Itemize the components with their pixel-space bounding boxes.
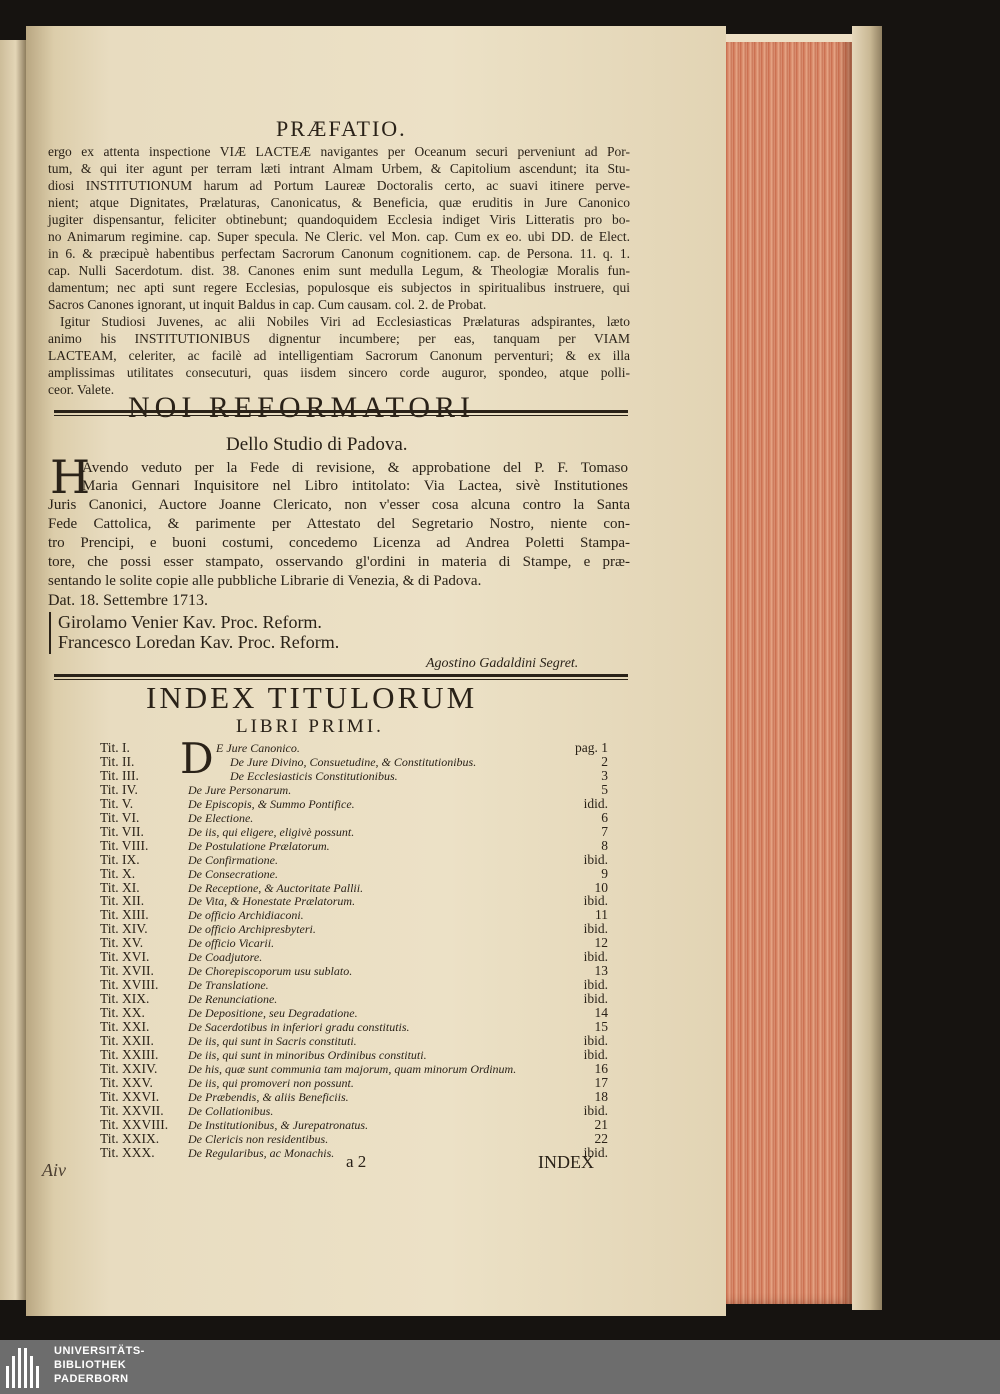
prefatio-line: damentum; nec apti sunt regere Ecclesias, populosque eis subjectos in spiritualibus instruere, qui (48, 280, 630, 295)
index-page-ref: 5 (601, 781, 608, 797)
index-page-ref: ibid. (583, 949, 608, 965)
index-page-ref: ibid. (583, 1102, 608, 1118)
prefatio-line: no Animarum regimine. cap. Super specula. Ne Cleric. vel Mon. cap. Cum ex eo. ubi DD. de Elect. (48, 229, 630, 244)
index-title-number: Tit. VIII. (100, 837, 149, 853)
prefatio-line: cap. Nulli Sacerdotum. dist. 38. Canones enim sunt medulla Legum, & Theologiæ Moralis fun- (48, 263, 630, 278)
index-title-number: Tit. XX. (100, 1005, 145, 1021)
index-title-number: Tit. VI. (100, 809, 140, 825)
index-title-number: Tit. XI. (100, 879, 140, 895)
prefatio-line: Sacros Canones ignorant, ut inquit Baldus in cap. Cum causam. col. 2. de Probat. (48, 297, 487, 312)
index-title-number: Tit. XVIII. (100, 977, 159, 993)
index-page-ref: 6 (601, 809, 608, 825)
index-page-ref: 10 (594, 879, 608, 895)
library-name-line: BIBLIOTHEK (54, 1359, 127, 1371)
index-title-name: De Confirmatione. (188, 852, 278, 867)
index-title-number: Tit. VII. (100, 823, 144, 839)
index-page-ref: ibid. (583, 893, 608, 909)
index-page-ref: 13 (594, 963, 608, 979)
index-title-number: Tit. I. (100, 740, 130, 755)
index-page-ref: 8 (601, 837, 608, 853)
index-title-number: Tit. XIX. (100, 991, 150, 1007)
secretary-signature: Agostino Gadaldini Segret. (426, 656, 579, 671)
prefatio-line: diosi INSTITUTIONUM harum ad Portum Laureæ Doctoralis certo, ac suavi itinere perve- (48, 178, 630, 193)
index-title-name: De iis, qui eligere, eligivè possunt. (188, 824, 355, 839)
index-title-name: De Episcopis, & Summo Pontifice. (188, 796, 355, 811)
index-title-number: Tit. XXVII. (100, 1102, 164, 1118)
book-edge-top (712, 34, 852, 42)
index-page-ref: 18 (594, 1088, 608, 1104)
index-title-name: De officio Archipresbyteri. (188, 922, 316, 937)
index-page-ref: 15 (594, 1019, 608, 1034)
signatories-brace (49, 612, 55, 654)
index-title-name: De iis, qui sunt in Sacris constituti. (188, 1033, 357, 1048)
index-title-name: De iis, qui promoveri non possunt. (188, 1075, 354, 1090)
index-title-name: De Electione. (188, 810, 254, 825)
index-page-ref: 21 (594, 1116, 608, 1132)
index-title-name: De Postulatione Prælatorum. (188, 838, 330, 853)
library-banner (0, 1340, 1000, 1394)
library-name-line: PADERBORN (54, 1373, 129, 1385)
index-page-ref: ibid. (583, 1144, 608, 1160)
index-title-name: De his, quæ sunt communia tam majorum, quam minorum Ordinum. (188, 1061, 517, 1076)
index-title-number: Tit. X. (100, 865, 136, 881)
index-page-ref: 14 (594, 1005, 608, 1021)
prefatio-line: Igitur Studiosi Juvenes, ac alii Nobiles Viri ad Ecclesiasticas Prælaturas adspirantes, læto (60, 314, 630, 329)
prefatio-line: in 6. & præcipuè habentibus perfectam Sacrorum Canonum cognitionem. cap. de Persona. 11. q. 1. (48, 246, 630, 261)
reformatori-subheading: Dello Studio di Padova. (226, 434, 408, 455)
index-title-name: De Chorepiscoporum usu sublato. (188, 964, 353, 979)
index-page-ref: 2 (601, 753, 608, 769)
library-logo-icon (6, 1348, 46, 1388)
index-title-name: De Præbendis, & aliis Beneficiis. (188, 1089, 349, 1104)
index-title-number: Tit. XXIII. (100, 1046, 159, 1062)
index-page-ref: 9 (601, 865, 608, 881)
prefatio-heading: PRÆFATIO. (276, 116, 407, 141)
reformatori-dropcap: H (50, 450, 91, 504)
index-page-ref: 16 (594, 1060, 608, 1076)
license-line: Fede Cattolica, & parimente per Attestato del Segretario Nostro, niente con- (48, 516, 630, 532)
index-title-name: De Sacerdotibus in inferiori gradu constitutis. (188, 1020, 410, 1034)
index-page-ref: ibid. (583, 991, 608, 1007)
index-title-number: Tit. XVI. (100, 949, 150, 965)
margin-note: Aiv (42, 1160, 66, 1180)
index-title-name: E Jure Canonico. (216, 741, 300, 755)
index-title-name: De Jure Divino, Consuetudine, & Constitutionibus. (230, 754, 477, 769)
index-title-number: Tit. IX. (100, 851, 140, 867)
index-title-number: Tit. V. (100, 795, 134, 811)
index-page-ref: 3 (601, 767, 608, 783)
index-title-number: Tit. XV. (100, 935, 144, 951)
library-name (54, 1344, 145, 1386)
index-title-number: Tit. XXI. (100, 1019, 150, 1034)
license-line: tro Prencipi, e buoni costumi, concedemo Licenza ad Andrea Poletti Stampa- (48, 535, 630, 551)
prefatio-line: ceor. Valete. (48, 382, 115, 397)
signatory: Girolamo Venier Kav. Proc. Reform. (58, 612, 322, 632)
book-page-edges (712, 34, 852, 1304)
license-line: Avendo veduto per la Fede di revisione, & approbatione del P. F. Tomaso (82, 460, 628, 476)
index-title-number: Tit. IV. (100, 781, 138, 797)
index-page-ref: ibid. (583, 977, 608, 993)
index-heading: INDEX TITULORUM (146, 680, 478, 715)
index-title-name: De Jure Personarum. (188, 782, 292, 797)
index-title-name: De Clericis non residentibus. (188, 1131, 329, 1146)
signature-mark: a 2 (346, 1152, 367, 1171)
license-line: sentando le solite copie alle pubbliche Librarie di Venezia, & di Padova. (48, 573, 482, 589)
library-name-line: UNIVERSITÄTS- (54, 1345, 145, 1357)
index-title-number: Tit. II. (100, 753, 135, 769)
index-subheading: LIBRI PRIMI. (236, 716, 384, 737)
index-title-name: De Renunciatione. (188, 992, 278, 1007)
index-page-ref: ibid. (583, 1032, 608, 1048)
index-page-ref: ibid. (583, 851, 608, 867)
index-page-ref: 12 (594, 935, 608, 951)
index-page-ref: 22 (594, 1130, 608, 1146)
index-title-number: Tit. III. (100, 767, 139, 783)
section-rule (54, 674, 628, 677)
license-date: Dat. 18. Settembre 1713. (48, 592, 208, 609)
index-title-number: Tit. XXVIII. (100, 1116, 169, 1132)
index-page-ref: 7 (601, 823, 608, 839)
index-title-name: De officio Vicarii. (188, 936, 275, 951)
index-page-ref: ibid. (583, 921, 608, 937)
index-title-name: De Regularibus, ac Monachis. (188, 1145, 335, 1160)
index-title-name: De Vita, & Honestate Prælatorum. (188, 894, 356, 909)
index-title-name: De Coadjutore. (188, 950, 263, 965)
index-title-number: Tit. XXIV. (100, 1060, 158, 1076)
index-title-number: Tit. XIV. (100, 921, 148, 937)
license-line: Maria Gennari Inquisitore nel Libro intitolato: Via Lactea, sivè Institutiones (82, 478, 628, 494)
prefatio-line: amplissimas utilitates consecuturi, quas iisdem sincero corde auguror, spondeo, atque polli- (48, 365, 630, 380)
index-page-ref: idid. (583, 795, 608, 811)
signatory: Francesco Loredan Kav. Proc. Reform. (58, 632, 340, 652)
index-page-ref: 17 (594, 1074, 608, 1090)
book-cover-edge (852, 26, 882, 1310)
prefatio-line: LACTEAM, celeriter, ac facilè ad intelligentiam Sacrorum Canonum perventuri; & ex illa (48, 348, 630, 363)
index-title-name: De Translatione. (188, 978, 269, 993)
index-dropcap: D (180, 734, 214, 783)
license-line: tore, che possi esser stampato, osservando gl'ordini in materia di Stampe, e præ- (48, 554, 630, 570)
license-line: Juris Canonici, Auctore Joanne Clericato, non v'esser cosa alcuna contro la Santa (48, 497, 630, 513)
index-title-name: De iis, qui sunt in minoribus Ordinibus constituti. (188, 1047, 427, 1062)
index-title-name: De Collationibus. (188, 1103, 274, 1118)
prefatio-line: animo his INSTITUTIONIBUS dignentur incumbere; per eas, tanquam per VIAM (48, 331, 630, 346)
index-title-number: Tit. XVII. (100, 963, 154, 979)
index-title-number: Tit. XXVI. (100, 1088, 160, 1104)
index-title-name: De Depositione, seu Degradatione. (188, 1006, 358, 1021)
index-title-number: Tit. XIII. (100, 907, 149, 923)
index-title-name: De Consecratione. (188, 866, 278, 881)
prefatio-line: ergo ex attenta inspectione VIÆ LACTEÆ navigantes per Oceanum securi perveniunt ad Por- (48, 144, 630, 159)
index-title-number: Tit. XXIX. (100, 1130, 160, 1146)
prefatio-line: nient; atque Dignitates, Prælaturas, Canonicatus, & Beneficia, quæ eruditis in Jure Canonico (48, 195, 630, 210)
index-title-name: De Ecclesiasticis Constitutionibus. (230, 768, 398, 783)
book-page (26, 26, 726, 1316)
left-page-edge (0, 40, 26, 1300)
index-title-name: De Institutionibus, & Jurepatronatus. (188, 1117, 369, 1132)
index-page-ref: 11 (595, 907, 608, 923)
index-page-ref: ibid. (583, 1046, 608, 1062)
index-title-number: Tit. XXX. (100, 1144, 155, 1160)
index-title-name: De Receptione, & Auctoritate Pallii. (188, 880, 364, 895)
catchword: INDEX (538, 1152, 594, 1172)
index-title-number: Tit. XXV. (100, 1074, 153, 1090)
index-page-ref: pag. 1 (575, 740, 608, 755)
index-title-name: De officio Archidiaconi. (188, 908, 304, 923)
index-title-number: Tit. XXII. (100, 1032, 154, 1048)
index-title-number: Tit. XII. (100, 893, 145, 909)
prefatio-line: jugiter dispensantur, feliciter obtinebunt; quandoquidem Ecclesia indiget Viris Litteratis pro bo- (48, 212, 630, 227)
reformatori-heading: NOI REFORMATORI (128, 391, 475, 424)
prefatio-line: tum, & qui iter agunt per terram læti intrant Almam Urbem, & Capitolium ascendunt; ita Stu- (48, 161, 630, 176)
